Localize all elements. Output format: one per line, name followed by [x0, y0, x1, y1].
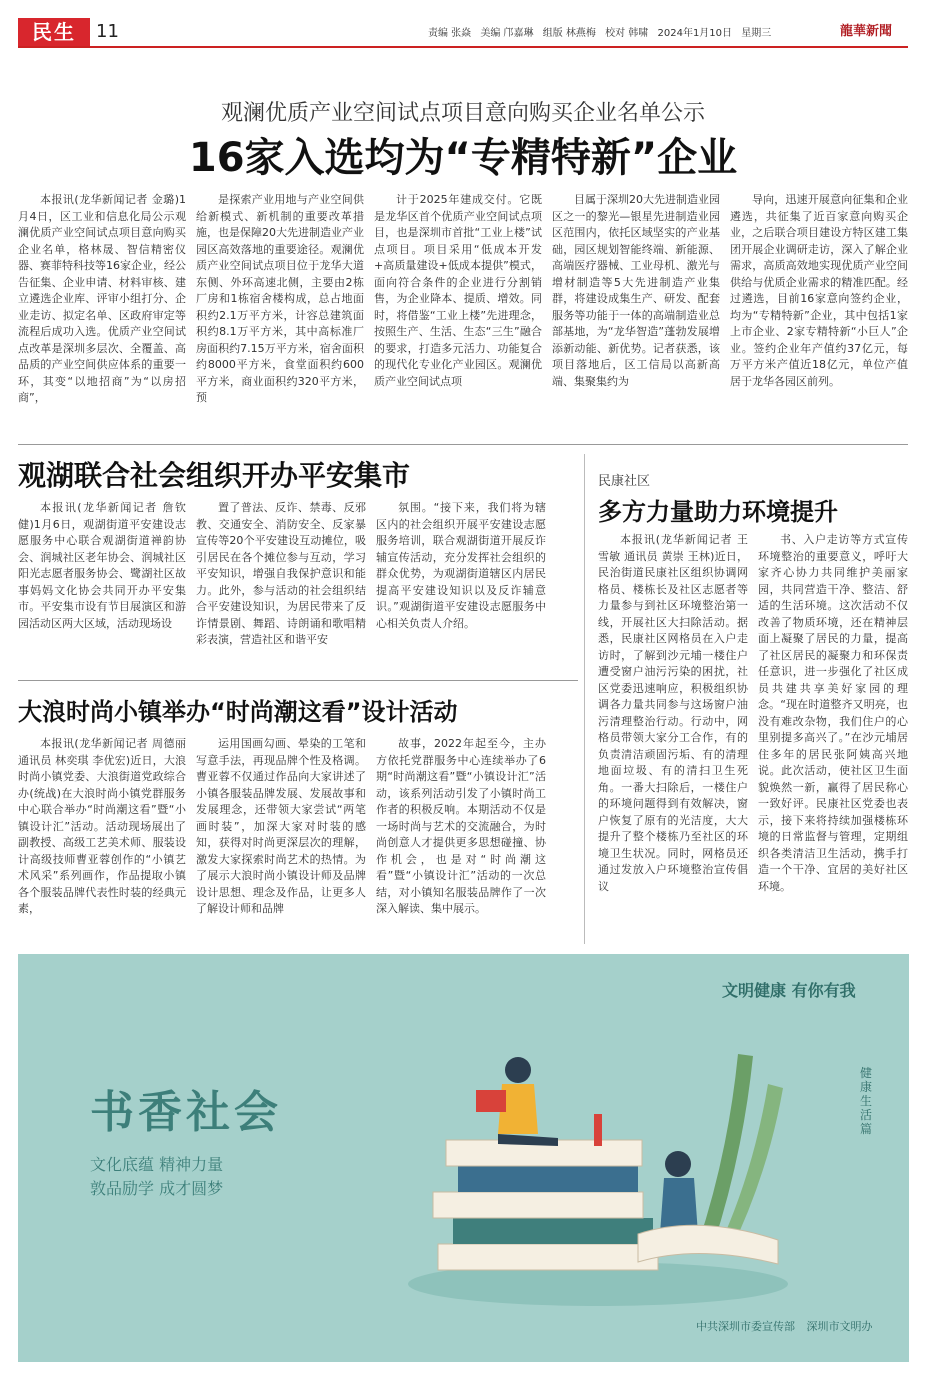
meta-proofreader: 校对 韩啸: [605, 28, 649, 39]
banner-line-1: 文化底蕴 精神力量: [90, 1155, 224, 1174]
divider-story2: [18, 680, 578, 681]
story3-column-1: 本报讯(龙华新闻记者 周德丽 通讯员 林奕琪 李优宏)近日，大浪时尚小镇党委、大浪街道党政综合办(统战)在大浪时尚小镇党群服务中心联合举办“时尚潮这看”暨“小镇设计汇”活动。活动现场展出了副教授、高级工艺美术师、服装设计高级技师曹亚蓉创作的“小镇艺术风采”系列画作，作品提取小镇各个服装品牌代表性时装的经典元素，: [18, 737, 186, 915]
header-rule: [18, 46, 908, 48]
banner-side-text: 健康生活篇: [860, 1066, 873, 1136]
footer-org-1: 中共深圳市委宣传部: [696, 1320, 795, 1333]
lead-column-1: 本报讯(龙华新闻记者 金璐)1月4日，区工业和信息化局公示观澜优质产业空间试点项目意向购买企业名单，格林晟、智信精密仪器、赛菲特科技等16家企业，经公告征集、企业申请、材料审核、建立遴选企业库、评审小组打分、企业走访、拟定名单、区政府审定等流程后成功入选。优质产业空间试点改革是深圳多层次、全覆盖、高品质的产业空间供应体系的重要一环，其变“以地招商”为“以房招商”，: [18, 193, 186, 404]
divider-vertical: [584, 454, 585, 944]
story2-column-1: 本报讯(龙华新闻记者 詹钦健)1月6日，观湖街道平安建设志愿服务中心联合观湖街道禅韵协会、润城社区老年协会、润城社区阳光志愿者服务协会、鹭湖社区故事妈妈文化协会共同开办平安集市。平安集市设有节目展演区和游园活动区两大区域，活动现场设: [18, 501, 186, 630]
story3-column-2: 运用国画勾画、晕染的工笔和写意手法，再现品牌个性及格调。曹亚蓉不仅通过作品向大家讲述了小镇各服装品牌发展、发展故事和发展理念，还带领大家尝试“两笔画时装”，加深大家对时装的感知，获得对时尚更深层次的理解，激发大家探索时尚艺术的热情。为了展示大浪时尚小镇设计师及品牌设计思想、理念及作品，让更多人了解设计师和品牌: [196, 737, 366, 915]
story4-column-1: 本报讯(龙华新闻记者 王雪敏 通讯员 黄崇 王林)近日，民治街道民康社区组织协调网格员、楼栋长及社区志愿者等力量参与到社区环境整治第一线，开展社区大扫除活动。据悉，民康社区网格员在入户走访时，了解到沙元埔一楼住户遭受窗户油污污染的困扰，社区党委迅速响应，积极组织协调各力量共同参与这场窗户油污清理整治行动。行动中，网格员带领大家分工合作，有的负责清洁顽固污垢、有的清理地面垃圾、有的清扫卫生死角。一番大扫除后，一楼住户的环境问题得到有效解决，窗户恢复了原有的光洁度，大大提升了整个楼栋乃至社区的环境卫生状况。同时，网格员还通过发放入户环境整治宣传倡议: [598, 533, 748, 893]
header-meta: [428, 24, 777, 39]
banner-slogan: 文明健康 有你有我: [722, 981, 856, 1000]
reader-legs: [498, 1134, 558, 1146]
reader-book-icon: [476, 1090, 506, 1112]
reader-head: [505, 1057, 531, 1083]
lead-column-2: 是探索产业用地与产业空间供给新模式、新机制的重要改革措施，也是保障20大先进制造业产业园区高效落地的重要途径。观澜优质产业空间试点项目位于龙华大道东侧、外环高速北侧，主要由2栋厂房和1栋宿舍楼构成，总占地面积约2.1万平方米，计容总建筑面积约8.1万平方米，其中高标准厂房面积约7.15万平方米，宿舍面积约8000平方米，食堂面积约600平方米，商业面积约320平方米，预: [196, 193, 364, 404]
book-stack-1: [438, 1244, 658, 1270]
meta-weekday: 星期三: [741, 28, 772, 39]
banner-line-2: 敦品励学 成才圆梦: [90, 1179, 224, 1198]
story3-headline: 大浪时尚小镇举办“时尚潮这看”设计活动: [18, 698, 458, 726]
second-reader-head: [665, 1151, 691, 1177]
reading-illustration: [398, 1014, 838, 1314]
meta-layout: 组版 林燕梅: [542, 28, 596, 39]
banner-footer: [688, 1318, 873, 1334]
story4-column-2: 书、入户走访等方式宣传环境整治的重要意义，呼吁大家齐心协力共同维护美丽家园，共同营造干净、整洁、舒适的生活环境。这次活动不仅改善了物质环境，还在精神层面上凝聚了居民的力量，提高了社区居民的凝聚力和环保责任意识，进一步强化了社区成员共建共享美好家园的理念。“现在时道整齐又明亮，也没有难改杂物，我们住户的心里别提多高兴了。”在沙元埔居住多年的居民张阿姨高兴地说。此次活动，使社区卫生面貌焕然一新，赢得了居民称心一致好评。民康社区党委也表示，接下来将持续加强楼栋环境的日常监督与管理，定期组织各类清洁卫生活动，携手打造一个干净、宜居的美好社区环境。: [758, 533, 908, 893]
book-stack-2: [453, 1218, 653, 1244]
banner-title: 书香社会: [90, 1087, 282, 1138]
story4-headline: 多方力量助力环境提升: [598, 498, 838, 526]
meta-designer: 美编 邝嘉琳: [480, 28, 534, 39]
open-book-icon: [638, 1225, 778, 1264]
page-number: 11: [96, 21, 119, 42]
public-service-banner: [18, 954, 909, 1362]
footer-org-2: 深圳市文明办: [806, 1320, 873, 1333]
book-stack-3: [433, 1192, 643, 1218]
page-header: [0, 0, 926, 46]
bookmark-icon: [594, 1114, 602, 1146]
book-stack-4: [458, 1166, 638, 1192]
story2-column-3: 氛围。“接下来，我们将为辖区内的社会组织开展平安建设志愿服务培训，联合观湖街道开展反诈辅宣传活动，充分发挥社会组织的群众优势，为观湖街道辖区内居民提高平安建设知识以及反诈辅意识。”观湖街道平安建设志愿服务中心相关负责人介绍。: [376, 501, 546, 630]
section-label: 民生: [18, 18, 90, 46]
lead-column-4: 目属于深圳20大先进制造业园区之一的黎光—银星先进制造业园区范围内，依托区域坚实的产业基础，园区规划智能终端、新能源、高端医疗器械、工业母机、激光与增材制造等5大先进制造产业集群，将建设成集生产、研发、配套服务等功能于一体的高端制造业总部基地，为“龙华智造”蓬勃发展增添新动能、新优势。记者获悉，该项目落地后，区工信局以高新高端、集聚集约为: [552, 193, 720, 388]
lead-headline: 16家入选均为“专精特新”企业: [188, 135, 738, 181]
story4-kicker: 民康社区: [598, 474, 651, 489]
lead-column-3: 计于2025年建成交付。它既是龙华区首个优质产业空间试点项目，也是深圳市首批“工业上楼”试点项目。项目采用“低成本开发+高质量建设+低成本提供”模式，面向符合条件的企业进行分割销售，为企业降本、提质、增效。同时，将借鉴“工业上楼”先进理念，按照生产、生活、生态“三生”融合的要求，打造多元活力、功能复合的现代化专业化产业园区。观澜优质产业空间试点项: [374, 193, 542, 388]
story3-column-3: 故事，2022年起至今，主办方依托党群服务中心连续举办了6期“时尚潮这看”暨“小镇设计汇”活动，该系列活动引发了小镇时尚工作者的积极反响。本期活动不仅是一场时尚与艺术的交流融合，为时尚创意人才提供更多思想碰撞、协作机会，也是对“时尚潮这看”暨“小镇设计汇”活动的一次总结，对小镇知名服装品牌作了一次深入解读、集中展示。: [376, 737, 546, 915]
newspaper-logo: 龍華新聞: [840, 24, 893, 39]
meta-date: 2024年1月10日: [657, 28, 733, 39]
divider-lead: [18, 444, 908, 445]
story2-column-2: 置了普法、反诈、禁毒、反邪教、交通安全、消防安全、反家暴宣传等20个平安建设互动摊位，吸引居民在各个摊位参与互动，学习平安知识，增强自我保护意识和能力。此外，参与活动的社会组织结合平安建设知识，为居民带来了反诈情景剧、舞蹈、诗朗诵和歌唱精彩表演，营造社区和谐平安: [196, 501, 366, 646]
meta-editor: 责编 张焱: [428, 28, 472, 39]
lead-subtitle: 观澜优质产业空间试点项目意向购买企业名单公示: [220, 101, 705, 126]
story2-headline: 观湖联合社会组织开办平安集市: [18, 459, 411, 492]
lead-column-5: 导向，迅速开展意向征集和企业遴选，共征集了近百家意向购买企业，之后联合项目建设方特区建工集团开展企业调研走访，深入了解企业需求，高质高效地实现优质产业空间供给与优质企业需求的精准匹配。经过遴选，目前16家意向签约企业，均为“专精特新”企业，其中包括1家上市企业、2家专精特新“小巨人”企业。签约企业年产值约37亿元，每万平方米产值近18亿元，单位产值居于龙华各园区前列。: [730, 193, 908, 388]
